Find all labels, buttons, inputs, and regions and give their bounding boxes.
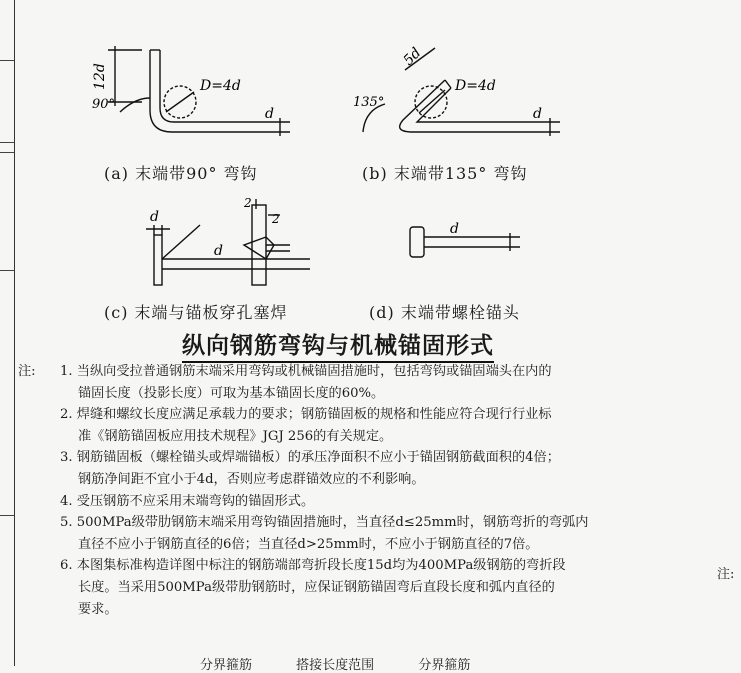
- label-d: d: [214, 243, 223, 259]
- note-line: 4. 受压钢筋不应采用末端弯钩的锚固形式。: [60, 493, 315, 509]
- caption-c: (c) 末端与锚板穿孔塞焊: [104, 303, 288, 322]
- notes-label: 注:: [18, 364, 36, 379]
- note-line: 钢筋净间距不宜小于4d，否则应考虑群锚效应的不利影响。: [78, 471, 425, 487]
- label-angle-90: 90°: [92, 97, 116, 112]
- border-tick: [0, 515, 14, 516]
- left-border: [0, 0, 15, 666]
- label-d: d: [533, 106, 542, 122]
- border-tick: [0, 270, 14, 271]
- border-tick: [0, 60, 14, 61]
- border-tick: [0, 152, 14, 153]
- bottom-label-mid: 搭接长度范围: [296, 658, 375, 673]
- label-12d: 12d: [92, 63, 108, 90]
- label-angle-135: 135°: [353, 95, 385, 110]
- note-line: 准《钢筋锚固板应用技术规程》JGJ 256的有关规定。: [78, 428, 393, 444]
- figure-c-plate-weld: [140, 195, 320, 290]
- figure-b-135-hook: [345, 40, 565, 150]
- bottom-cut-labels: [200, 654, 510, 673]
- note-line: 注: 1. 当纵向受拉普通钢筋末端采用弯钩或机械锚固措施时，包括弯钩或锚固端头在内的: [18, 361, 589, 383]
- label-d: d: [150, 209, 159, 225]
- label-d: d: [265, 106, 274, 122]
- label-2: 2: [272, 212, 280, 226]
- label-D4d: D=4d: [455, 78, 496, 94]
- notes-block: [18, 361, 589, 620]
- side-note-label: 注:: [717, 567, 735, 582]
- note-line: 直径不应小于钢筋直径的6倍；当直径d>25mm时，不应小于钢筋直径的7倍。: [78, 536, 539, 552]
- label-d: d: [450, 221, 459, 237]
- caption-d: (d) 末端带螺栓锚头: [369, 303, 520, 322]
- figure-d-bolt-head: [400, 215, 530, 275]
- note-line: 3. 钢筋锚固板（螺栓锚头或焊端锚板）的承压净面积不应小于锚固钢筋截面积的4倍；: [60, 450, 560, 466]
- label-D4d: D=4d: [200, 78, 241, 94]
- label-2: 2: [244, 196, 252, 210]
- figure-a-90-hook: [80, 40, 310, 150]
- note-line: 2. 焊缝和螺纹长度应满足承载力的要求；钢筋锚固板的规格和性能应符合现行行业标: [60, 407, 552, 423]
- bottom-label-right: 分界箍筋: [418, 658, 471, 673]
- note-line: 要求。: [78, 601, 118, 617]
- caption-b: (b) 末端带135° 弯钩: [362, 164, 528, 183]
- note-line: 6. 本图集标准构造详图中标注的钢筋端部弯折段长度15d均为400MPa级钢筋的弯折段: [60, 558, 566, 574]
- note-line: 5. 500MPa级带肋钢筋末端采用弯钩锚固措施时，当直径d≤25mm时，钢筋弯折的弯弧内: [60, 515, 589, 531]
- note-line: 长度。当采用500MPa级带肋钢筋时，应保证钢筋锚固弯后直段长度和弧内直径的: [78, 579, 555, 595]
- label-5d: 5d: [400, 44, 425, 69]
- border-tick: [0, 142, 14, 143]
- page-title: 纵向钢筋弯钩与机械锚固形式: [182, 327, 494, 363]
- bottom-label-left: 分界箍筋: [200, 658, 253, 673]
- caption-a: (a) 末端带90° 弯钩: [104, 164, 258, 183]
- note-line: 锚固长度（投影长度）可取为基本锚固长度的60%。: [78, 385, 385, 401]
